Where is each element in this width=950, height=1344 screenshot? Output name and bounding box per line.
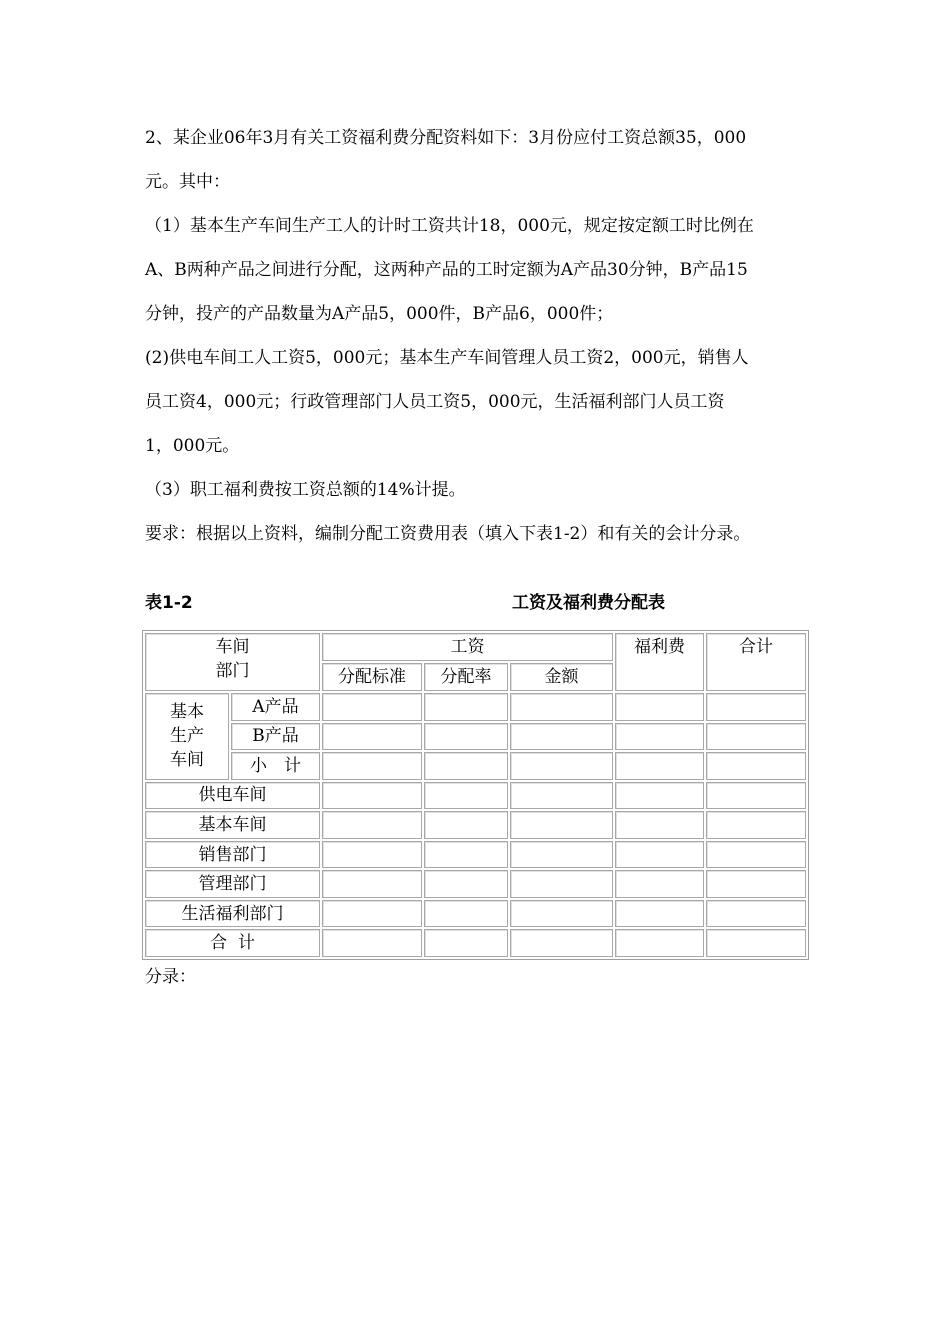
empty-cell[interactable] bbox=[510, 693, 613, 721]
empty-cell[interactable] bbox=[424, 841, 508, 869]
empty-cell[interactable] bbox=[706, 782, 806, 810]
empty-cell[interactable] bbox=[706, 900, 806, 928]
empty-cell[interactable] bbox=[706, 693, 806, 721]
entries-label: 分录： bbox=[145, 967, 196, 987]
empty-cell[interactable] bbox=[322, 870, 422, 898]
empty-cell[interactable] bbox=[322, 929, 422, 957]
empty-cell[interactable] bbox=[322, 723, 422, 751]
basic-workshop-line3: 车间 bbox=[170, 750, 204, 771]
subtotal-label: 小 计 bbox=[231, 752, 320, 780]
empty-cell[interactable] bbox=[322, 841, 422, 869]
dept-header-line1: 车间 bbox=[215, 637, 250, 657]
empty-cell[interactable] bbox=[510, 900, 613, 928]
empty-cell[interactable] bbox=[424, 782, 508, 810]
empty-cell[interactable] bbox=[615, 693, 704, 721]
problem-line: （3）职工福利费按工资总额的14%计提。 bbox=[145, 480, 466, 500]
wage-allocation-table bbox=[142, 630, 809, 960]
empty-cell[interactable] bbox=[706, 929, 806, 957]
empty-cell[interactable] bbox=[322, 900, 422, 928]
empty-cell[interactable] bbox=[424, 752, 508, 780]
alloc-rate-header: 分配率 bbox=[424, 663, 508, 691]
wages-header: 工资 bbox=[322, 633, 613, 661]
basic-workshop-line2: 生产 bbox=[170, 726, 204, 747]
admin-dept-label: 管理部门 bbox=[145, 870, 320, 898]
empty-cell[interactable] bbox=[706, 752, 806, 780]
empty-cell[interactable] bbox=[615, 900, 704, 928]
empty-cell[interactable] bbox=[615, 782, 704, 810]
empty-cell[interactable] bbox=[424, 723, 508, 751]
empty-cell[interactable] bbox=[322, 782, 422, 810]
dept-header-cell bbox=[145, 633, 320, 691]
table-number: 表1-2 bbox=[145, 593, 193, 613]
product-a-label: A产品 bbox=[231, 693, 320, 721]
amount-header: 金额 bbox=[510, 663, 613, 691]
empty-cell[interactable] bbox=[510, 929, 613, 957]
basic-workshop-row-label: 基本车间 bbox=[145, 811, 320, 839]
empty-cell[interactable] bbox=[424, 900, 508, 928]
power-workshop-label: 供电车间 bbox=[145, 782, 320, 810]
empty-cell[interactable] bbox=[322, 693, 422, 721]
empty-cell[interactable] bbox=[322, 752, 422, 780]
empty-cell[interactable] bbox=[706, 811, 806, 839]
problem-line: 1，000元。 bbox=[145, 436, 240, 456]
empty-cell[interactable] bbox=[706, 723, 806, 751]
problem-line: 2、某企业06年3月有关工资福利费分配资料如下：3月份应付工资总额35，000 bbox=[145, 128, 747, 148]
welfare-dept-label: 生活福利部门 bbox=[145, 900, 320, 928]
empty-cell[interactable] bbox=[510, 782, 613, 810]
problem-line: （1）基本生产车间生产工人的计时工资共计18，000元，规定按定额工时比例在 bbox=[145, 216, 754, 236]
empty-cell[interactable] bbox=[424, 811, 508, 839]
table-title: 工资及福利费分配表 bbox=[512, 593, 665, 613]
product-b-label: B产品 bbox=[231, 723, 320, 751]
problem-line: 元。其中： bbox=[145, 172, 230, 192]
welfare-header: 福利费 bbox=[615, 633, 704, 691]
basic-workshop-label bbox=[145, 693, 229, 780]
empty-cell[interactable] bbox=[615, 870, 704, 898]
empty-cell[interactable] bbox=[424, 929, 508, 957]
basic-workshop-line1: 基本 bbox=[170, 702, 204, 723]
empty-cell[interactable] bbox=[615, 752, 704, 780]
sales-dept-label: 销售部门 bbox=[145, 841, 320, 869]
empty-cell[interactable] bbox=[510, 870, 613, 898]
empty-cell[interactable] bbox=[322, 811, 422, 839]
empty-cell[interactable] bbox=[510, 811, 613, 839]
empty-cell[interactable] bbox=[706, 870, 806, 898]
grand-total-label: 合 计 bbox=[145, 929, 320, 957]
empty-cell[interactable] bbox=[615, 841, 704, 869]
empty-cell[interactable] bbox=[424, 693, 508, 721]
empty-cell[interactable] bbox=[424, 870, 508, 898]
empty-cell[interactable] bbox=[510, 723, 613, 751]
empty-cell[interactable] bbox=[510, 841, 613, 869]
total-header: 合计 bbox=[706, 633, 806, 691]
empty-cell[interactable] bbox=[706, 841, 806, 869]
problem-text bbox=[145, 116, 810, 556]
empty-cell[interactable] bbox=[615, 723, 704, 751]
problem-line: (2)供电车间工人工资5，000元；基本生产车间管理人员工资2，000元，销售人 bbox=[145, 348, 749, 368]
problem-line: 要求：根据以上资料，编制分配工资费用表（填入下表1-2）和有关的会计分录。 bbox=[145, 524, 751, 544]
empty-cell[interactable] bbox=[615, 929, 704, 957]
problem-line: 员工资4，000元；行政管理部门人员工资5，000元，生活福利部门人员工资 bbox=[145, 392, 725, 412]
dept-header-line2: 部门 bbox=[215, 661, 250, 681]
problem-line: A、B两种产品之间进行分配，这两种产品的工时定额为A产品30分钟，B产品15 bbox=[145, 260, 748, 280]
empty-cell[interactable] bbox=[510, 752, 613, 780]
empty-cell[interactable] bbox=[615, 811, 704, 839]
alloc-basis-header: 分配标准 bbox=[322, 663, 422, 691]
problem-line: 分钟，投产的产品数量为A产品5，000件，B产品6，000件； bbox=[145, 304, 614, 324]
